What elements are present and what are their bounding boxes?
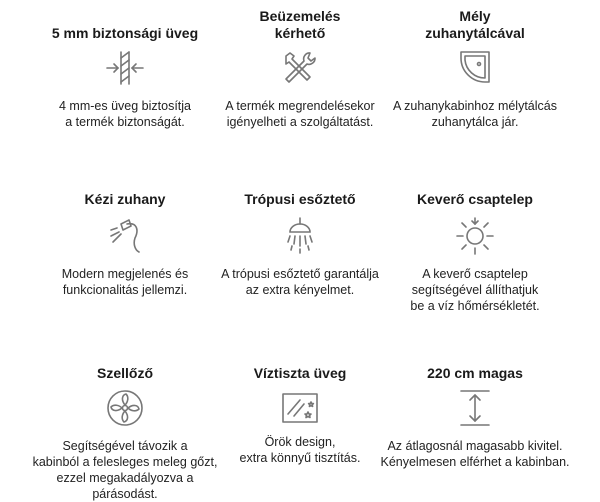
feature-description: A zuhanykabinhoz mélytálcás zuhanytálca jár.	[393, 99, 557, 129]
feature-title: Mély zuhanytálcával	[425, 8, 525, 41]
height-arrow-icon	[455, 388, 495, 428]
feature-title: 220 cm magas	[427, 365, 523, 381]
feature-title: Trópusi esőztető	[244, 191, 356, 207]
feature-title: Beüzemelés kérhető	[259, 8, 341, 41]
feature-title: 5 mm biztonsági üveg	[51, 25, 199, 41]
feature-description: A termék megrendelésekor igényelheti a szolgáltatást.	[225, 99, 375, 129]
feature-description: Modern megjelenés és funkcionalitás jellemzi.	[61, 267, 189, 297]
feature-description: A keverő csaptelep segítségével állíthatjuk be a víz hőmérsékletét.	[410, 267, 540, 313]
feature-title: Víztiszta üveg	[253, 365, 347, 381]
ventilator-fan-icon	[105, 388, 145, 428]
shower-tray-icon	[455, 48, 495, 88]
hand-shower-icon	[105, 216, 145, 256]
rain-shower-icon	[280, 216, 320, 256]
feature-description: A trópusi esőztető garantálja az extra kényelmet.	[221, 267, 379, 297]
feature-title: Kézi zuhany	[84, 191, 166, 207]
hot-cold-mixer-icon	[455, 216, 495, 256]
feature-description: Örök design, extra könnyű tisztítás.	[239, 435, 361, 465]
safety-glass-icon	[105, 48, 145, 88]
installation-tools-icon	[280, 48, 320, 88]
feature-description: 4 mm-es üveg biztosítja a termék biztonságát.	[59, 99, 191, 129]
clear-glass-icon	[280, 388, 320, 428]
feature-title: Szellőző	[96, 365, 153, 381]
feature-title: Keverő csaptelep	[417, 191, 533, 207]
feature-description: Segítségével távozik a kabinból a felesleges meleg gőzt, ezzel megakadályozva a párásodást.	[32, 439, 218, 501]
feature-description: Az átlagosnál magasabb kivitel. Kényelmesen elférhet a kabinban.	[380, 439, 570, 469]
